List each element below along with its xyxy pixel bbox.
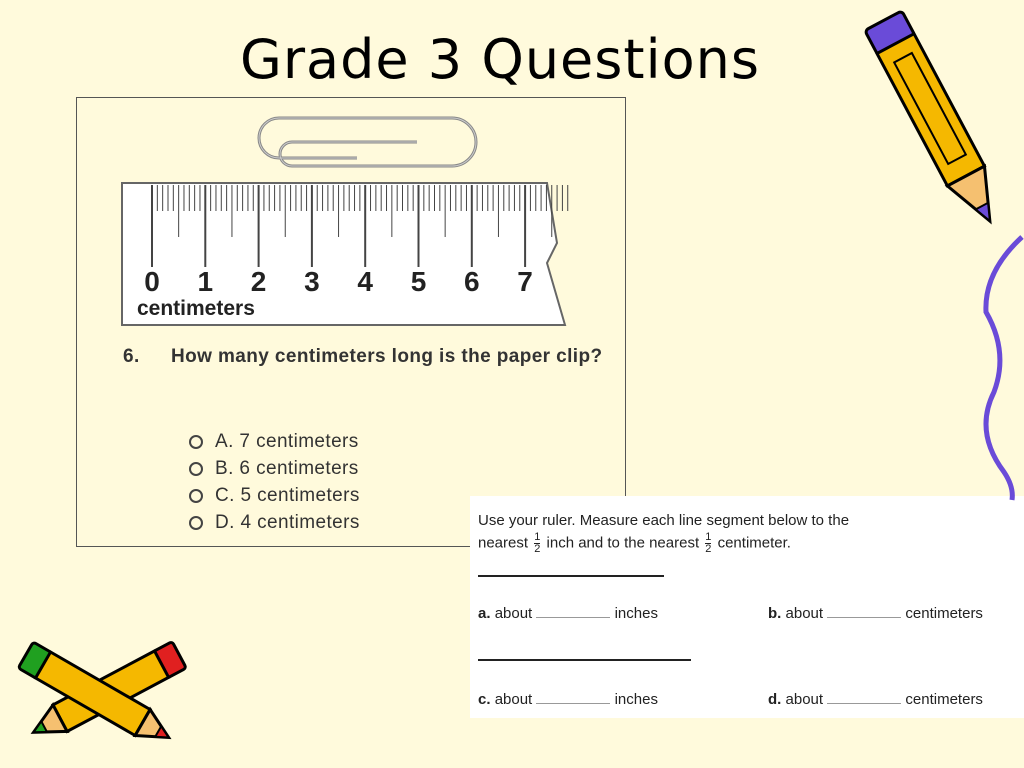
answer-c-blank[interactable] bbox=[536, 689, 610, 704]
option-b[interactable] bbox=[189, 455, 360, 482]
instruction-centimeter: centimeter. bbox=[717, 534, 791, 552]
answer-b-prefix: about bbox=[785, 605, 824, 622]
slide-title: Grade 3 Questions bbox=[240, 28, 760, 91]
radio-bubble-icon[interactable] bbox=[189, 435, 203, 449]
line-segment-2 bbox=[478, 659, 691, 661]
answer-a-unit: inches bbox=[614, 605, 658, 622]
fraction-numerator: 1 bbox=[534, 531, 541, 543]
option-b-label: B. 6 centimeters bbox=[215, 457, 359, 479]
line-segment-1 bbox=[478, 575, 664, 577]
answer-c-letter: c. bbox=[478, 691, 491, 708]
ruler-unit-label: centimeters bbox=[137, 297, 255, 320]
option-c[interactable] bbox=[189, 482, 360, 509]
answer-d-blank[interactable] bbox=[827, 689, 901, 704]
question-stem: How many centimeters long is the paper clip? bbox=[171, 346, 603, 367]
instruction-inch: inch and to the nearest bbox=[546, 534, 700, 552]
answer-d bbox=[768, 689, 983, 708]
option-a-label: A. 7 centimeters bbox=[215, 430, 359, 452]
answer-a-letter: a. bbox=[478, 605, 491, 622]
worksheet-instruction bbox=[478, 510, 849, 555]
answer-c bbox=[478, 689, 658, 708]
answer-a-prefix: about bbox=[494, 605, 533, 622]
answer-c-unit: inches bbox=[614, 691, 658, 708]
ruler-diagram bbox=[117, 103, 577, 338]
answer-d-letter: d. bbox=[768, 691, 782, 708]
pencil-icon bbox=[860, 0, 1010, 245]
answer-b bbox=[768, 603, 983, 622]
answer-c-prefix: about bbox=[494, 691, 533, 708]
option-a[interactable] bbox=[189, 428, 360, 455]
measure-worksheet-image bbox=[470, 496, 1024, 718]
fraction-half bbox=[705, 532, 711, 555]
answer-a bbox=[478, 603, 658, 622]
radio-bubble-icon[interactable] bbox=[189, 516, 203, 530]
fraction-half bbox=[534, 532, 540, 555]
radio-bubble-icon[interactable] bbox=[189, 489, 203, 503]
ruler-number: 0 bbox=[144, 266, 160, 297]
fraction-denominator: 2 bbox=[705, 543, 712, 555]
option-d[interactable] bbox=[189, 509, 360, 536]
ruler-number: 6 bbox=[464, 266, 480, 297]
pencils-icon bbox=[0, 615, 210, 765]
ruler-number: 7 bbox=[517, 266, 533, 297]
option-d-label: D. 4 centimeters bbox=[215, 511, 360, 533]
instruction-nearest: nearest bbox=[478, 534, 529, 552]
ruler-number: 4 bbox=[357, 266, 373, 297]
radio-bubble-icon[interactable] bbox=[189, 462, 203, 476]
answer-b-unit: centimeters bbox=[905, 605, 983, 622]
question-6-image bbox=[76, 97, 626, 547]
decorative-squiggle bbox=[964, 232, 1024, 502]
option-c-label: C. 5 centimeters bbox=[215, 484, 360, 506]
answer-d-prefix: about bbox=[785, 691, 824, 708]
ruler-number: 3 bbox=[304, 266, 320, 297]
ruler-number: 2 bbox=[250, 266, 267, 297]
ruler-number: 1 bbox=[197, 266, 214, 297]
question-number: 6. bbox=[123, 346, 140, 367]
fraction-denominator: 2 bbox=[534, 543, 541, 555]
answer-d-unit: centimeters bbox=[905, 691, 983, 708]
instruction-line-1: Use your ruler. Measure each line segment below to the bbox=[478, 512, 850, 529]
answer-a-blank[interactable] bbox=[536, 603, 610, 618]
answer-b-letter: b. bbox=[768, 605, 782, 622]
ruler-number: 5 bbox=[410, 266, 427, 297]
answer-options bbox=[189, 428, 360, 536]
fraction-numerator: 1 bbox=[705, 531, 712, 543]
answer-b-blank[interactable] bbox=[827, 603, 901, 618]
paper-clip-icon bbox=[259, 118, 476, 166]
